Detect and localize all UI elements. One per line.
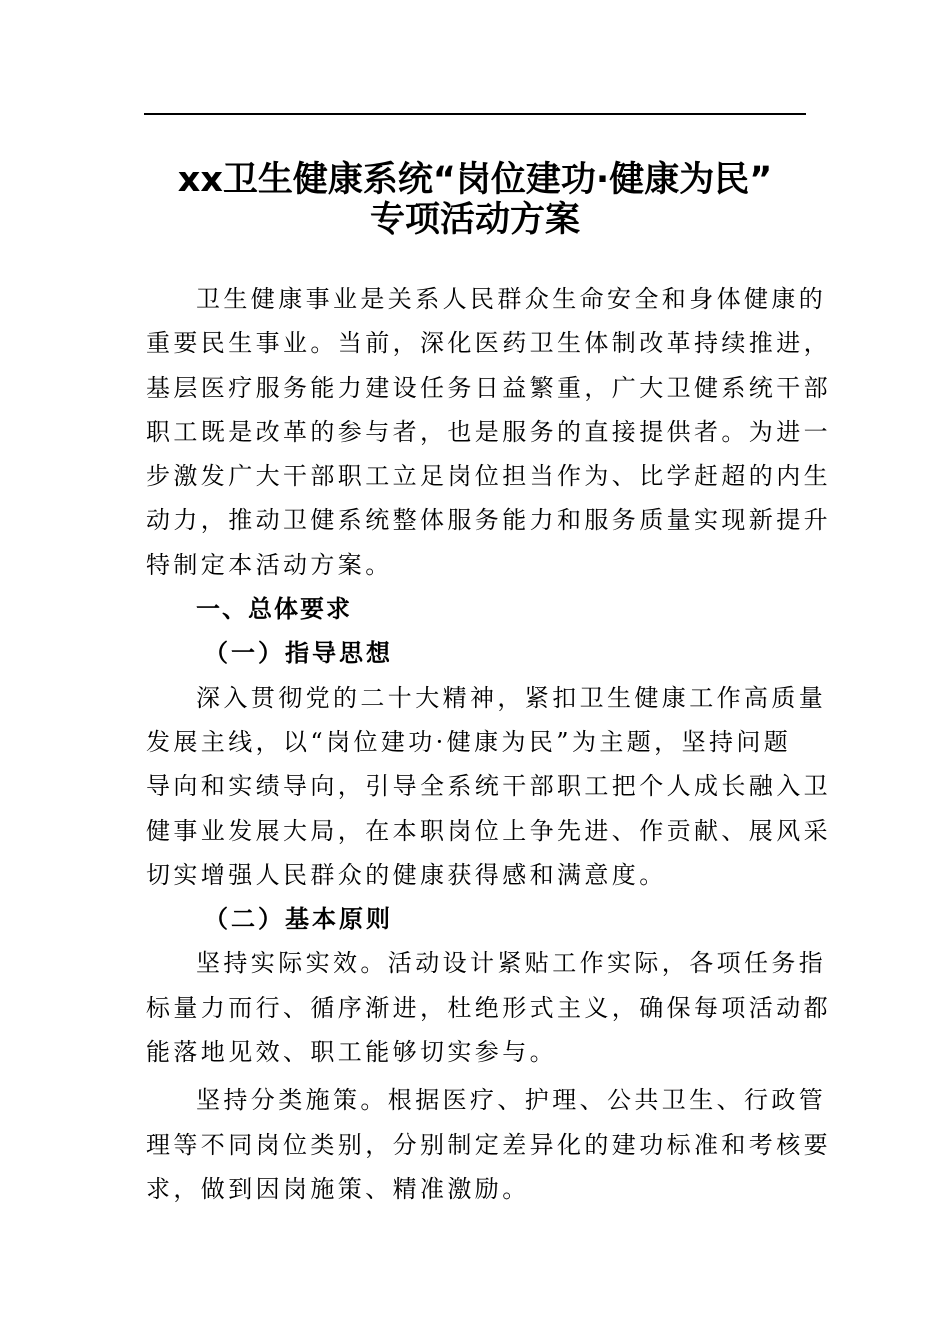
text-line: 深入贯彻党的二十大精神，紧扣卫生健康工作高质量 bbox=[196, 683, 827, 712]
text-line: 发展主线，以“岗位建功·健康为民”为主题，坚持问题 bbox=[146, 727, 792, 756]
subsection-heading-basic-principles: （二）基本原则 bbox=[204, 904, 393, 934]
text-line: 切实增强人民群众的健康获得感和满意度。 bbox=[146, 860, 667, 889]
principle-classified-policy-paragraph bbox=[146, 1078, 831, 1211]
text-line: 健事业发展大局，在本职岗位上争先进、作贡献、展风采 bbox=[146, 816, 831, 845]
text-line: 特制定本活动方案。 bbox=[146, 550, 393, 579]
header-rule bbox=[144, 113, 806, 115]
text-line: 导向和实绩导向，引导全系统干部职工把个人成长融入卫 bbox=[146, 772, 831, 801]
document-body bbox=[146, 277, 831, 1211]
guiding-thought-paragraph bbox=[146, 676, 831, 897]
text-line: 卫生健康事业是关系人民群众生命安全和身体健康的 bbox=[196, 285, 827, 313]
text-line: 重要民生事业。当前，深化医药卫生体制改革持续推进， bbox=[146, 329, 831, 358]
document-title-line-1: xx卫生健康系统“岗位建功·健康为民” bbox=[177, 160, 773, 200]
intro-paragraph bbox=[146, 277, 831, 587]
text-line: 动力，推动卫健系统整体服务能力和服务质量实现新提升 bbox=[146, 506, 831, 535]
text-line: 步激发广大干部职工立足岗位担当作为、比学赶超的内生 bbox=[146, 462, 831, 491]
subsection-heading-guiding-thought: （一）指导思想 bbox=[204, 638, 393, 668]
text-line: 职工既是改革的参与者，也是服务的直接提供者。为进一 bbox=[146, 417, 831, 446]
document-title-line-2: 专项活动方案 bbox=[369, 200, 580, 240]
text-line: 坚持分类施策。根据医疗、护理、公共卫生、行政管 bbox=[196, 1086, 827, 1115]
text-line: 坚持实际实效。活动设计紧贴工作实际，各项任务指 bbox=[196, 949, 827, 978]
text-line: 基层医疗服务能力建设任务日益繁重，广大卫健系统干部 bbox=[146, 373, 831, 402]
text-line: 求，做到因岗施策、精准激励。 bbox=[146, 1174, 530, 1203]
text-line: 标量力而行、循序渐进，杜绝形式主义，确保每项活动都 bbox=[146, 993, 831, 1022]
text-line: 能落地见效、职工能够切实参与。 bbox=[146, 1038, 557, 1067]
text-line: 理等不同岗位类别，分别制定差异化的建功标准和考核要 bbox=[146, 1130, 831, 1159]
section-heading-general-requirements: 一、总体要求 bbox=[196, 595, 352, 624]
principle-practical-effect-paragraph bbox=[146, 941, 831, 1074]
